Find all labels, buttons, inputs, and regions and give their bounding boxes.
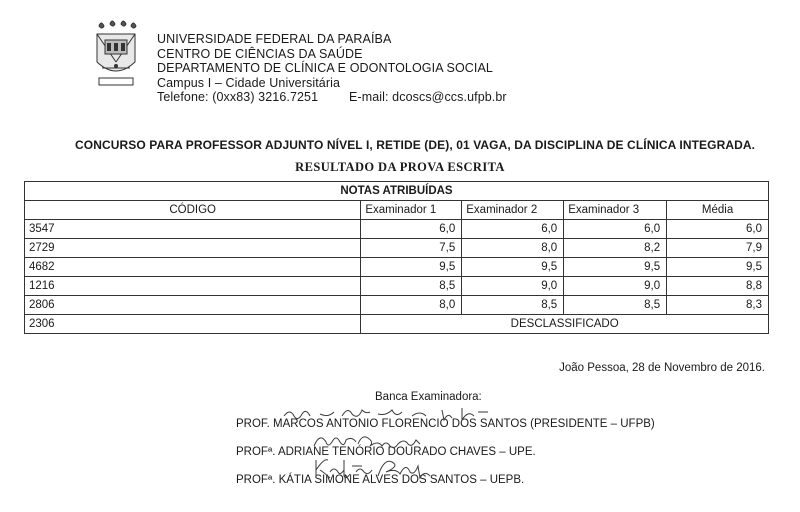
signature-member-3 <box>312 456 442 480</box>
campus-name: Campus I – Cidade Universitária <box>157 75 341 90</box>
department-name: DEPARTAMENTO DE CLÍNICA E ODONTOLOGIA SOCIAL <box>157 61 493 75</box>
board-member-2: PROFª. ADRIANE TENÓRIO DOURADO CHAVES – UPE. <box>236 446 536 458</box>
cell-media: 6,0 <box>667 220 769 239</box>
signature-president <box>282 404 492 422</box>
cell-media: 8,8 <box>667 277 769 296</box>
cell-examiner-2: 9,0 <box>462 277 564 296</box>
cell-examiner-3: 8,5 <box>564 296 667 315</box>
board-member-president: PROF. MARCOS ANTONIO FLORENCIO DOS SANTOS (PRESIDENTE – UFPB) <box>236 418 655 430</box>
date-line: João Pessoa, 28 de Novembro de 2016. <box>559 362 765 374</box>
phone-text: Telefone: (0xx83) 3216.7251 <box>157 90 319 104</box>
table-caption: NOTAS ATRIBUÍDAS <box>25 182 769 201</box>
cell-examiner-1: 8,0 <box>361 296 462 315</box>
cell-code: 1216 <box>25 277 361 296</box>
disqualified-label: DESCLASSIFICADO <box>361 315 769 334</box>
column-header-code: CÓDIGO <box>25 201 361 220</box>
board-member-3: PROFª. KÁTIA SIMONE ALVES DOS SANTOS – UEPB. <box>236 474 525 486</box>
cell-examiner-2: 8,0 <box>462 239 564 258</box>
cell-media: 8,3 <box>667 296 769 315</box>
center-name: CENTRO DE CIÊNCIAS DA SAÚDE <box>157 46 363 61</box>
board-label: Banca Examinadora: <box>375 391 482 403</box>
institution-header <box>157 32 507 105</box>
cell-examiner-1: 9,5 <box>361 258 462 277</box>
column-header-examiner-2: Examinador 2 <box>462 201 564 220</box>
table-row <box>25 296 769 315</box>
cell-examiner-1: 7,5 <box>361 239 462 258</box>
cell-examiner-3: 6,0 <box>564 220 667 239</box>
cell-code: 2306 <box>25 315 361 334</box>
cell-examiner-1: 8,5 <box>361 277 462 296</box>
cell-examiner-3: 9,5 <box>564 258 667 277</box>
contact-row <box>157 90 507 105</box>
table-row <box>25 277 769 296</box>
table-row <box>25 220 769 239</box>
cell-code: 2806 <box>25 296 361 315</box>
university-name: UNIVERSIDADE FEDERAL DA PARAÍBA <box>157 32 392 46</box>
table-caption-row <box>25 182 769 201</box>
column-header-examiner-3: Examinador 3 <box>564 201 667 220</box>
table-row <box>25 239 769 258</box>
cell-examiner-2: 9,5 <box>462 258 564 277</box>
cell-examiner-3: 9,0 <box>564 277 667 296</box>
grades-table <box>24 181 769 334</box>
cell-examiner-2: 6,0 <box>462 220 564 239</box>
table-header-row <box>25 201 769 220</box>
table-row <box>25 258 769 277</box>
cell-code: 3547 <box>25 220 361 239</box>
email-text: E-mail: dcoscs@ccs.ufpb.br <box>349 90 507 104</box>
column-header-media: Média <box>667 201 769 220</box>
cell-media: 7,9 <box>667 239 769 258</box>
signature-member-2 <box>312 432 427 450</box>
university-seal-icon <box>93 18 139 92</box>
cell-examiner-2: 8,5 <box>462 296 564 315</box>
table-row-disqualified <box>25 315 769 334</box>
column-header-examiner-1: Examinador 1 <box>361 201 462 220</box>
cell-examiner-3: 8,2 <box>564 239 667 258</box>
result-title: RESULTADO DA PROVA ESCRITA <box>295 160 505 174</box>
cell-media: 9,5 <box>667 258 769 277</box>
contest-title: CONCURSO PARA PROFESSOR ADJUNTO NÍVEL I, RETIDE (DE), 01 VAGA, DA DISCIPLINA DE CLÍNICA INTEGRADA. <box>75 138 756 152</box>
cell-code: 2729 <box>25 239 361 258</box>
cell-code: 4682 <box>25 258 361 277</box>
cell-examiner-1: 6,0 <box>361 220 462 239</box>
